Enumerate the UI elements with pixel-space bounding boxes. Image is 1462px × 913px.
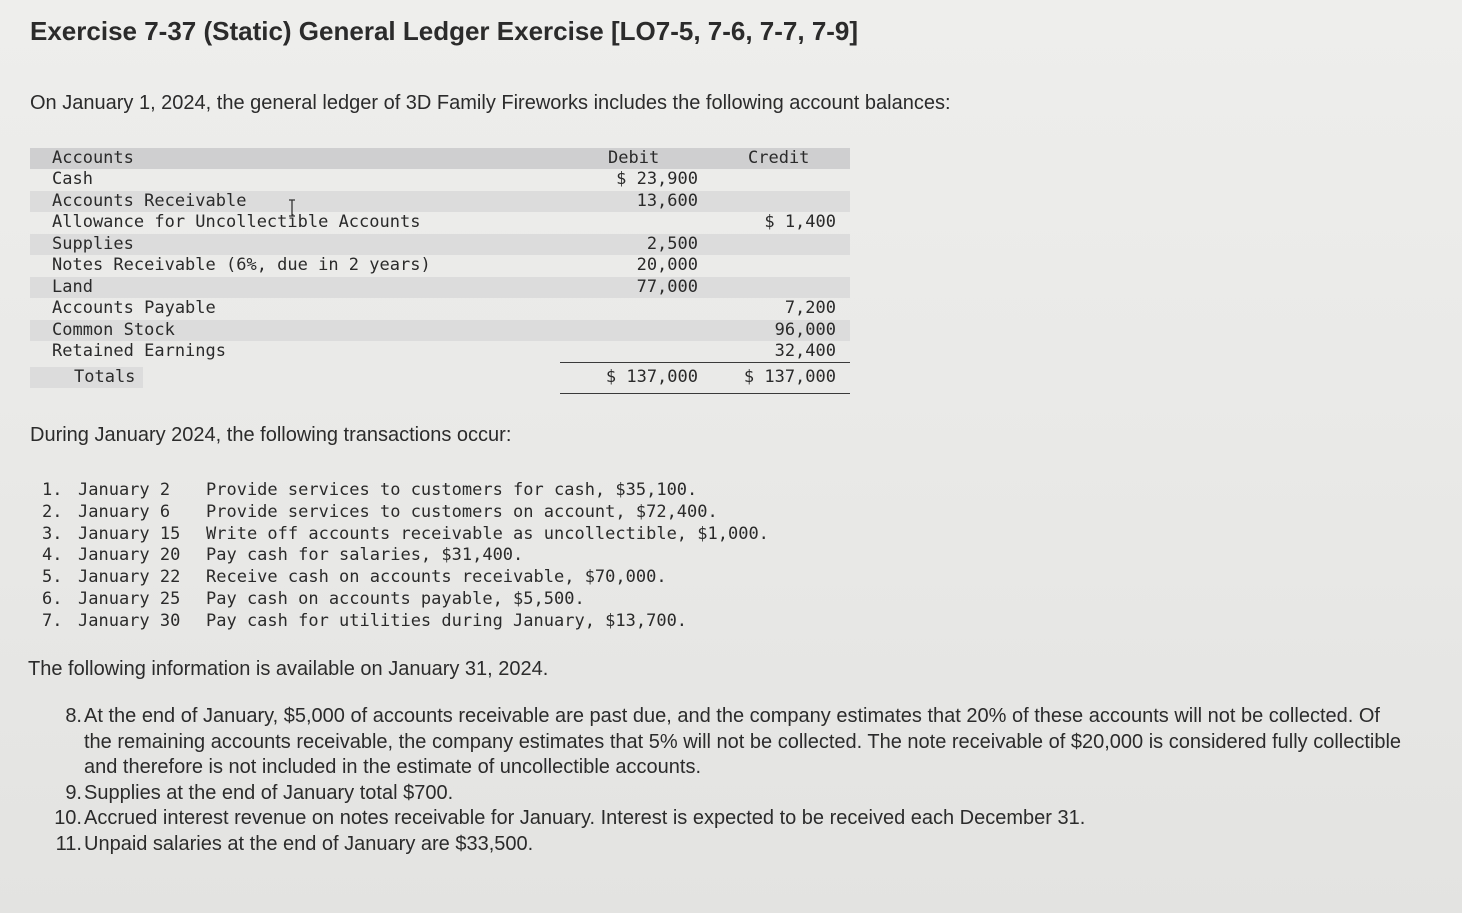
- transaction-item: [42, 611, 769, 633]
- info-number: 8.: [65, 705, 82, 727]
- header-accounts: Accounts: [52, 148, 134, 168]
- totals-row: [30, 367, 850, 388]
- info-item: [48, 832, 1408, 858]
- transaction-date: January 6: [78, 501, 171, 522]
- credit-value: 7,200: [784, 298, 836, 318]
- info-text: Unpaid salaries at the end of January are $33,500.: [84, 832, 534, 855]
- ledger-row: [30, 212, 850, 233]
- credit-value: $ 1,400: [764, 212, 836, 232]
- ledger-row: [30, 320, 850, 341]
- ledger-row: [30, 191, 850, 212]
- transaction-number: 4.: [42, 545, 63, 566]
- following-text: The following information is available on January 31, 2024.: [28, 658, 549, 680]
- account-name: Supplies: [52, 233, 134, 254]
- transaction-item: [42, 545, 769, 567]
- transaction-date: January 22: [78, 567, 181, 588]
- header-credit: Credit: [748, 148, 810, 168]
- transaction-item: [42, 524, 769, 546]
- text-cursor-icon: [286, 199, 298, 217]
- transaction-date: January 25: [78, 588, 181, 609]
- info-item: [48, 806, 1408, 832]
- totals-credit: $ 137,000: [743, 367, 836, 387]
- totals-top-rule: [560, 362, 850, 363]
- debit-value: 13,600: [636, 190, 698, 211]
- transaction-text: Write off accounts receivable as uncollectible, $1,000.: [206, 523, 769, 544]
- info-text: At the end of January, $5,000 of accounts receivable are past due, and the company estimates that 20% of these accounts will not be collected. Of the remaining accounts receivable, the company estimates that 5% will not be collected. The note receivable of $20,000 is considered fully collectible and therefore is not included in the estimate of uncollectible accounts.: [84, 705, 1402, 778]
- transaction-item: [42, 480, 769, 502]
- transaction-number: 2.: [42, 501, 63, 522]
- transaction-number: 3.: [42, 523, 63, 544]
- transaction-number: 1.: [42, 480, 63, 500]
- info-list: [48, 704, 1408, 857]
- info-item: [48, 704, 1408, 781]
- debit-value: $ 23,900: [616, 169, 698, 189]
- ledger-row: [30, 277, 850, 298]
- transaction-item: [42, 567, 769, 589]
- account-name: Land: [52, 276, 93, 297]
- account-name: Notes Receivable (6%, due in 2 years): [52, 255, 431, 275]
- transaction-number: 7.: [42, 610, 63, 631]
- transaction-text: Provide services to customers for cash, $35,100.: [206, 480, 698, 500]
- debit-value: 2,500: [646, 233, 698, 254]
- ledger-row: [30, 298, 850, 319]
- transaction-list: [42, 480, 769, 633]
- info-item: [48, 781, 1408, 807]
- intro-text: On January 1, 2024, the general ledger of 3D Family Fireworks includes the following account balances:: [30, 92, 951, 114]
- ledger-header-row: [30, 148, 850, 169]
- debit-value: 20,000: [636, 255, 698, 275]
- transaction-date: January 2: [78, 480, 171, 500]
- transaction-item: [42, 589, 769, 611]
- debit-value: 77,000: [636, 276, 698, 297]
- account-name: Common Stock: [52, 319, 175, 340]
- account-name: Accounts Receivable: [52, 190, 247, 211]
- ledger-row: [30, 234, 850, 255]
- credit-value: 32,400: [774, 341, 836, 361]
- account-name: Retained Earnings: [52, 341, 226, 361]
- transaction-text: Receive cash on accounts receivable, $70,000.: [206, 567, 667, 588]
- header-debit: Debit: [608, 148, 660, 168]
- credit-value: 96,000: [774, 319, 836, 340]
- info-text: Accrued interest revenue on notes receivable for January. Interest is expected to be received each December 31.: [84, 807, 1086, 829]
- totals-bottom-rule: [560, 393, 850, 394]
- transaction-item: [42, 502, 769, 524]
- transaction-text: Pay cash on accounts payable, $5,500.: [206, 588, 585, 609]
- ledger-row: [30, 169, 850, 190]
- transaction-number: 6.: [42, 588, 63, 609]
- transaction-date: January 20: [78, 545, 181, 566]
- transaction-date: January 15: [78, 523, 181, 544]
- info-text: Supplies at the end of January total $700.: [84, 781, 454, 804]
- transaction-text: Provide services to customers on account, $72,400.: [206, 501, 718, 522]
- info-number: 9.: [65, 781, 82, 804]
- account-name: Cash: [52, 169, 93, 189]
- transaction-date: January 30: [78, 610, 181, 631]
- during-text: During January 2024, the following transactions occur:: [30, 424, 512, 446]
- transaction-text: Pay cash for utilities during January, $13,700.: [206, 610, 688, 631]
- account-name: Allowance for Uncollectible Accounts: [52, 212, 421, 232]
- ledger-row: [30, 341, 850, 362]
- transaction-text: Pay cash for salaries, $31,400.: [206, 545, 524, 566]
- totals-debit: $ 137,000: [605, 367, 698, 387]
- exercise-title: Exercise 7-37 (Static) General Ledger Exercise [LO7-5, 7-6, 7-7, 7-9]: [30, 16, 859, 46]
- info-number: 11.: [55, 832, 82, 855]
- transaction-number: 5.: [42, 567, 63, 588]
- account-name: Accounts Payable: [52, 298, 216, 318]
- ledger-row: [30, 255, 850, 276]
- totals-label: Totals: [74, 367, 136, 387]
- info-number: 10.: [54, 807, 82, 829]
